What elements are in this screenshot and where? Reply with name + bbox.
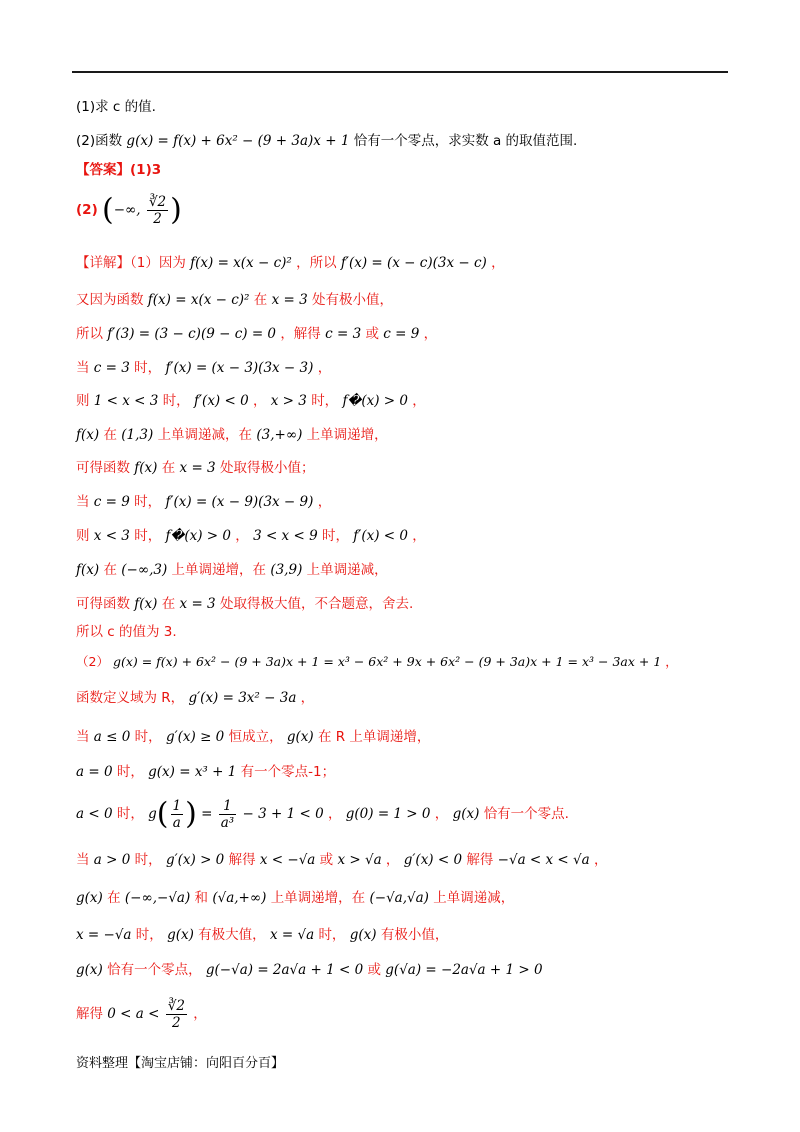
text: 上单调递减， <box>433 890 515 906</box>
text: 时， <box>116 764 144 780</box>
text: 处有极小值， <box>311 292 393 308</box>
question-1 <box>76 97 156 117</box>
formula: x = 3 <box>271 292 308 308</box>
formula: x < −√a <box>259 852 316 868</box>
text: ，所以 <box>296 255 337 271</box>
solution-line-7 <box>76 458 314 478</box>
formula: g(x) = x³ + 1 <box>148 764 237 780</box>
formula: c = 9 <box>383 326 420 342</box>
formula: f′(3) = (3 − c)(9 − c) = 0 <box>107 326 277 342</box>
solution-line-15 <box>76 727 430 747</box>
text: 当 <box>76 494 90 510</box>
header-rule <box>72 71 728 73</box>
solution-line-6 <box>76 425 388 445</box>
text: 时， <box>134 494 162 510</box>
text: 在 <box>161 596 176 612</box>
text: 在 <box>161 460 176 476</box>
formula: g(−√a) = 2a√a + 1 < 0 <box>205 962 364 978</box>
formula: a > 0 <box>93 852 131 868</box>
formula: g′(x) ≥ 0 <box>165 729 225 745</box>
fraction-num: 1 <box>223 798 232 814</box>
answer-fraction <box>147 194 168 227</box>
formula: (3,+∞) <box>256 427 303 443</box>
text: 处取得极小值； <box>219 460 315 476</box>
text: ， <box>327 806 342 822</box>
text: 上单调递增，在 <box>270 890 366 906</box>
answer-fraction-num: ∛2 <box>148 194 167 210</box>
text: ， <box>385 852 400 868</box>
text: 时， <box>321 528 349 544</box>
text: ， <box>665 654 678 669</box>
text: 在 <box>253 292 268 308</box>
text: 当 <box>76 729 90 745</box>
text: ， <box>434 806 449 822</box>
text: 所以 <box>76 326 103 342</box>
text: ， <box>412 528 426 544</box>
text: 时， <box>116 806 144 822</box>
text: 当 <box>76 360 90 376</box>
text: 上单调递增， <box>306 427 388 443</box>
text: 时， <box>134 852 162 868</box>
text: 则 <box>76 528 90 544</box>
formula-g-over-a: g( $\frac{1}{a}$ ) = $\frac{1}{\text{a³}}$ − 3 + 1 < 0 <box>148 796 324 832</box>
formula: − 3 + 1 < 0 <box>242 806 324 822</box>
solution-line-8 <box>76 492 331 512</box>
formula: a < 0 <box>76 806 113 822</box>
text: 又因为函数 <box>76 292 144 308</box>
text: 时， <box>318 927 346 943</box>
fraction-num: ∛2 <box>167 997 185 1014</box>
solution-line-9 <box>76 526 426 546</box>
formula: f(x) = x(x − c)² <box>147 292 250 308</box>
text: 恒成立， <box>228 729 283 745</box>
solution-line-2 <box>76 290 393 310</box>
answer-part-1: 【答案】(1)3 <box>76 162 162 178</box>
text: 上单调递减，在 <box>157 427 253 443</box>
formula: f′(x) = (x − 3)(3x − 3) <box>165 360 314 376</box>
solution-line-20 <box>76 925 448 945</box>
formula: f′(x) = (x − 9)(3x − 9) <box>165 494 314 510</box>
formula: x = 3 <box>179 596 216 612</box>
formula: x = √a <box>269 927 315 943</box>
text: ， <box>593 852 608 868</box>
formula: x > √a <box>337 852 382 868</box>
formula: c = 9 <box>93 494 130 510</box>
answer-label <box>76 160 161 180</box>
question-2-formula: g(x) = f(x) + 6x² − (9 + 3a)x + 1 <box>126 133 350 149</box>
text: ， <box>300 690 315 706</box>
formula: 0 < a < <box>107 1006 160 1022</box>
text: ， <box>317 360 332 376</box>
formula: g(x) <box>452 806 480 822</box>
solution-line-3 <box>76 324 437 344</box>
formula: c = 3 <box>325 326 362 342</box>
text: 恰有一个零点. <box>483 806 569 822</box>
text: 解得 <box>76 1006 103 1022</box>
formula: a ≤ 0 <box>93 729 131 745</box>
formula: g(x) <box>76 890 103 906</box>
answer-part-2-label: (2) <box>76 202 98 218</box>
formula: f(x) <box>76 562 100 578</box>
question-2 <box>76 131 577 151</box>
text: ， <box>412 393 426 409</box>
text: 时， <box>134 528 162 544</box>
formula: 1 < x < 3 <box>93 393 159 409</box>
fraction-num: 1 <box>172 798 182 814</box>
text: ， <box>193 1006 207 1022</box>
formula: −√a < x < √a <box>497 852 590 868</box>
formula: g(√a) = −2a√a + 1 > 0 <box>385 962 543 978</box>
fraction-den: 2 <box>166 1014 187 1031</box>
text: 时， <box>135 927 163 943</box>
answer-part-2 <box>76 188 182 232</box>
text: 时， <box>134 729 162 745</box>
solution-line-4 <box>76 358 331 378</box>
footer-source: 资料整理【淘宝店铺：向阳百分百】 <box>76 1056 285 1071</box>
formula: x < 3 <box>93 528 130 544</box>
answer-fraction-den: 2 <box>147 210 168 227</box>
text: ， <box>491 255 505 271</box>
text: 有一个零点-1； <box>240 764 336 780</box>
formula: (3,9) <box>270 562 303 578</box>
solution-line-16 <box>76 762 335 782</box>
formula: g(x) <box>167 927 194 943</box>
formula: x = 3 <box>179 460 216 476</box>
text: 时， <box>134 360 162 376</box>
text: 时， <box>311 393 339 409</box>
formula: g <box>148 806 157 822</box>
text: 在 <box>103 562 117 578</box>
text: 函数定义域为 R， <box>76 690 185 706</box>
fraction <box>166 998 187 1031</box>
formula: g′(x) > 0 <box>165 852 225 868</box>
formula: c = 3 <box>93 360 130 376</box>
fraction-den: a <box>171 814 184 831</box>
formula: f�(x) > 0 <box>342 393 408 409</box>
formula: f�(x) > 0 <box>165 528 231 544</box>
solution-line-22 <box>76 992 207 1036</box>
text: 可得函数 <box>76 596 130 612</box>
text: 在 <box>107 890 121 906</box>
solution-line-13 <box>76 652 678 672</box>
formula: (−∞,3) <box>121 562 168 578</box>
formula: (−√a,√a) <box>369 890 429 906</box>
text: 【详解】（1）因为 <box>76 255 186 271</box>
solution-line-17 <box>76 792 569 836</box>
formula: f(x) <box>134 460 158 476</box>
solution-line-19 <box>76 888 514 908</box>
formula: f′(x) = (x − c)(3x − c) <box>340 255 487 271</box>
text: 所以 c 的值为 3. <box>76 624 177 640</box>
question-2-suffix: 恰有一个零点，求实数 a 的取值范围. <box>353 133 578 149</box>
text: 上单调递减， <box>306 562 388 578</box>
formula: = <box>201 806 213 822</box>
fraction-den: a³ <box>220 815 235 831</box>
text: 解得 <box>228 852 256 868</box>
text: 在 <box>103 427 117 443</box>
text: （2） <box>76 654 109 669</box>
text: ， <box>317 494 332 510</box>
formula: f(x) <box>76 427 100 443</box>
formula: (−∞,−√a) <box>124 890 191 906</box>
text: 和 <box>194 890 209 906</box>
formula: f′(x) < 0 <box>353 528 408 544</box>
solution-line-21 <box>76 960 543 980</box>
formula: g(x) = f(x) + 6x² − (9 + 3a)x + 1 = x³ − 6x² + 9x + 6x² − (9 + 3a)x + 1 = x³ − 3ax + 1 <box>112 654 662 669</box>
text: ， <box>235 528 249 544</box>
formula: f(x) <box>134 596 158 612</box>
text: 可得函数 <box>76 460 130 476</box>
formula: g′(x) < 0 <box>403 852 463 868</box>
answer-interval-left: −∞, <box>113 202 141 218</box>
text: 上单调递增，在 <box>171 562 267 578</box>
text: ，解得 <box>280 326 321 342</box>
text: ， <box>252 393 267 409</box>
text: 有极小值， <box>380 927 449 943</box>
text: 或 <box>319 852 334 868</box>
formula: x = −√a <box>76 927 132 943</box>
fraction <box>171 798 184 831</box>
text: 或 <box>365 326 379 342</box>
formula: g(x) <box>349 927 377 943</box>
text: 处取得极大值，不合题意，舍去. <box>219 596 414 612</box>
question-2-prefix: (2)函数 <box>76 133 123 149</box>
formula: f(x) = x(x − c)² <box>190 255 292 271</box>
text: 解得 <box>466 852 494 868</box>
formula: g(x) <box>286 729 314 745</box>
text: ， <box>423 326 438 342</box>
solution-line-10 <box>76 560 388 580</box>
text: 时， <box>162 393 190 409</box>
formula: g(0) = 1 > 0 <box>345 806 431 822</box>
formula: 3 < x < 9 <box>253 528 318 544</box>
text: 则 <box>76 393 90 409</box>
answer-interval: (−∞, $\frac{∛2}{2}$ ) <box>102 192 182 228</box>
solution-line-11 <box>76 594 413 614</box>
solution-line-12 <box>76 622 177 642</box>
text: 有极大值， <box>198 927 266 943</box>
text: 或 <box>367 962 381 978</box>
solution-line-5 <box>76 391 426 411</box>
fraction <box>219 798 236 831</box>
solution-line-14 <box>76 688 314 708</box>
formula: x > 3 <box>270 393 307 409</box>
formula: f′(x) < 0 <box>193 393 249 409</box>
solution-line-18 <box>76 850 607 870</box>
solution-line-1 <box>76 253 505 273</box>
formula: (√a,+∞) <box>212 890 267 906</box>
formula: g(x) <box>76 962 103 978</box>
formula: (1,3) <box>121 427 154 443</box>
formula: a = 0 <box>76 764 113 780</box>
text: 恰有一个零点， <box>107 962 202 978</box>
formula: g′(x) = 3x² − 3a <box>188 690 297 706</box>
question-1-text: (1)求 c 的值. <box>76 99 156 115</box>
text: 当 <box>76 852 90 868</box>
text: 在 R 上单调递增， <box>317 729 431 745</box>
